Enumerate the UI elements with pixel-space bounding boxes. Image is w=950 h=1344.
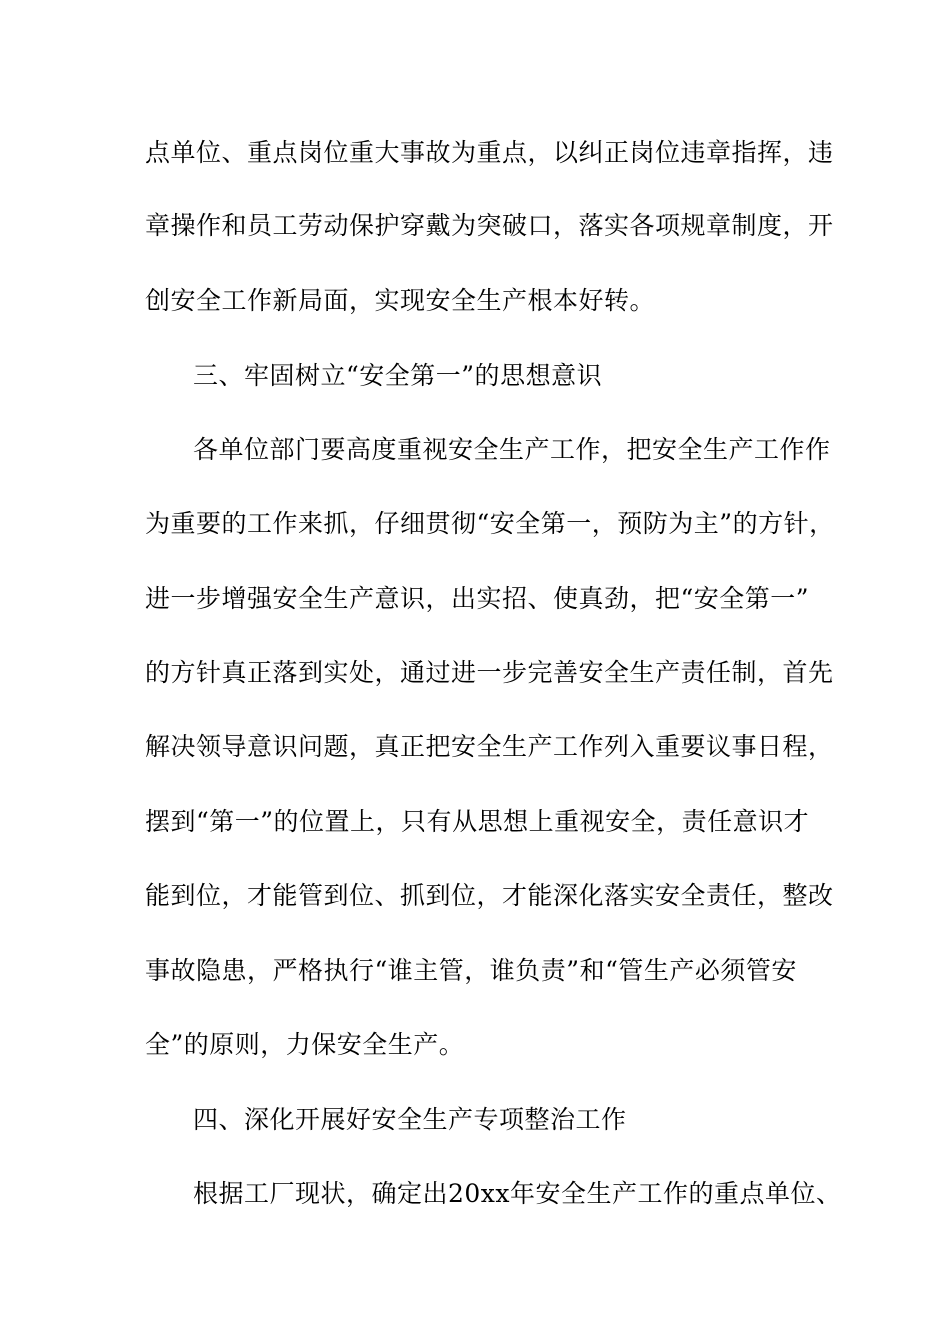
paragraph-line: 摆到“第一”的位置上，只有从思想上重视安全，责任意识才	[145, 807, 810, 836]
paragraph-line: 进一步增强安全生产意识，出实招、使真劲，把“安全第一”	[145, 584, 810, 613]
paragraph-line: 各单位部门要高度重视安全生产工作，把安全生产工作作	[193, 435, 831, 464]
paragraph-line: 创安全工作新局面，实现安全生产根本好转。	[145, 286, 656, 315]
section-heading: 三、牢固树立“安全第一”的思想意识	[193, 361, 603, 390]
paragraph-line: 的方针真正落到实处，通过进一步完善安全生产责任制，首先	[145, 658, 834, 687]
paragraph-line: 点单位、重点岗位重大事故为重点，以纠正岗位违章指挥，违	[145, 138, 834, 167]
paragraph-line: 章操作和员工劳动保护穿戴为突破口，落实各项规章制度，开	[145, 211, 834, 240]
paragraph-line: 能到位，才能管到位、抓到位，才能深化落实安全责任，整改	[145, 881, 834, 910]
paragraph-line: 根据工厂现状，确定出20xx年安全生产工作的重点单位、	[193, 1179, 842, 1208]
section-heading: 四、深化开展好安全生产专项整治工作	[193, 1105, 627, 1134]
paragraph-line: 全”的原则，力保安全生产。	[145, 1030, 465, 1059]
paragraph-line: 为重要的工作来抓，仔细贯彻“安全第一，预防为主”的方针，	[145, 509, 835, 538]
paragraph-line: 解决领导意识问题，真正把安全生产工作列入重要议事日程，	[145, 732, 834, 761]
paragraph-line: 事故隐患，严格执行“谁主管，谁负责”和“管生产必须管安	[145, 956, 797, 985]
